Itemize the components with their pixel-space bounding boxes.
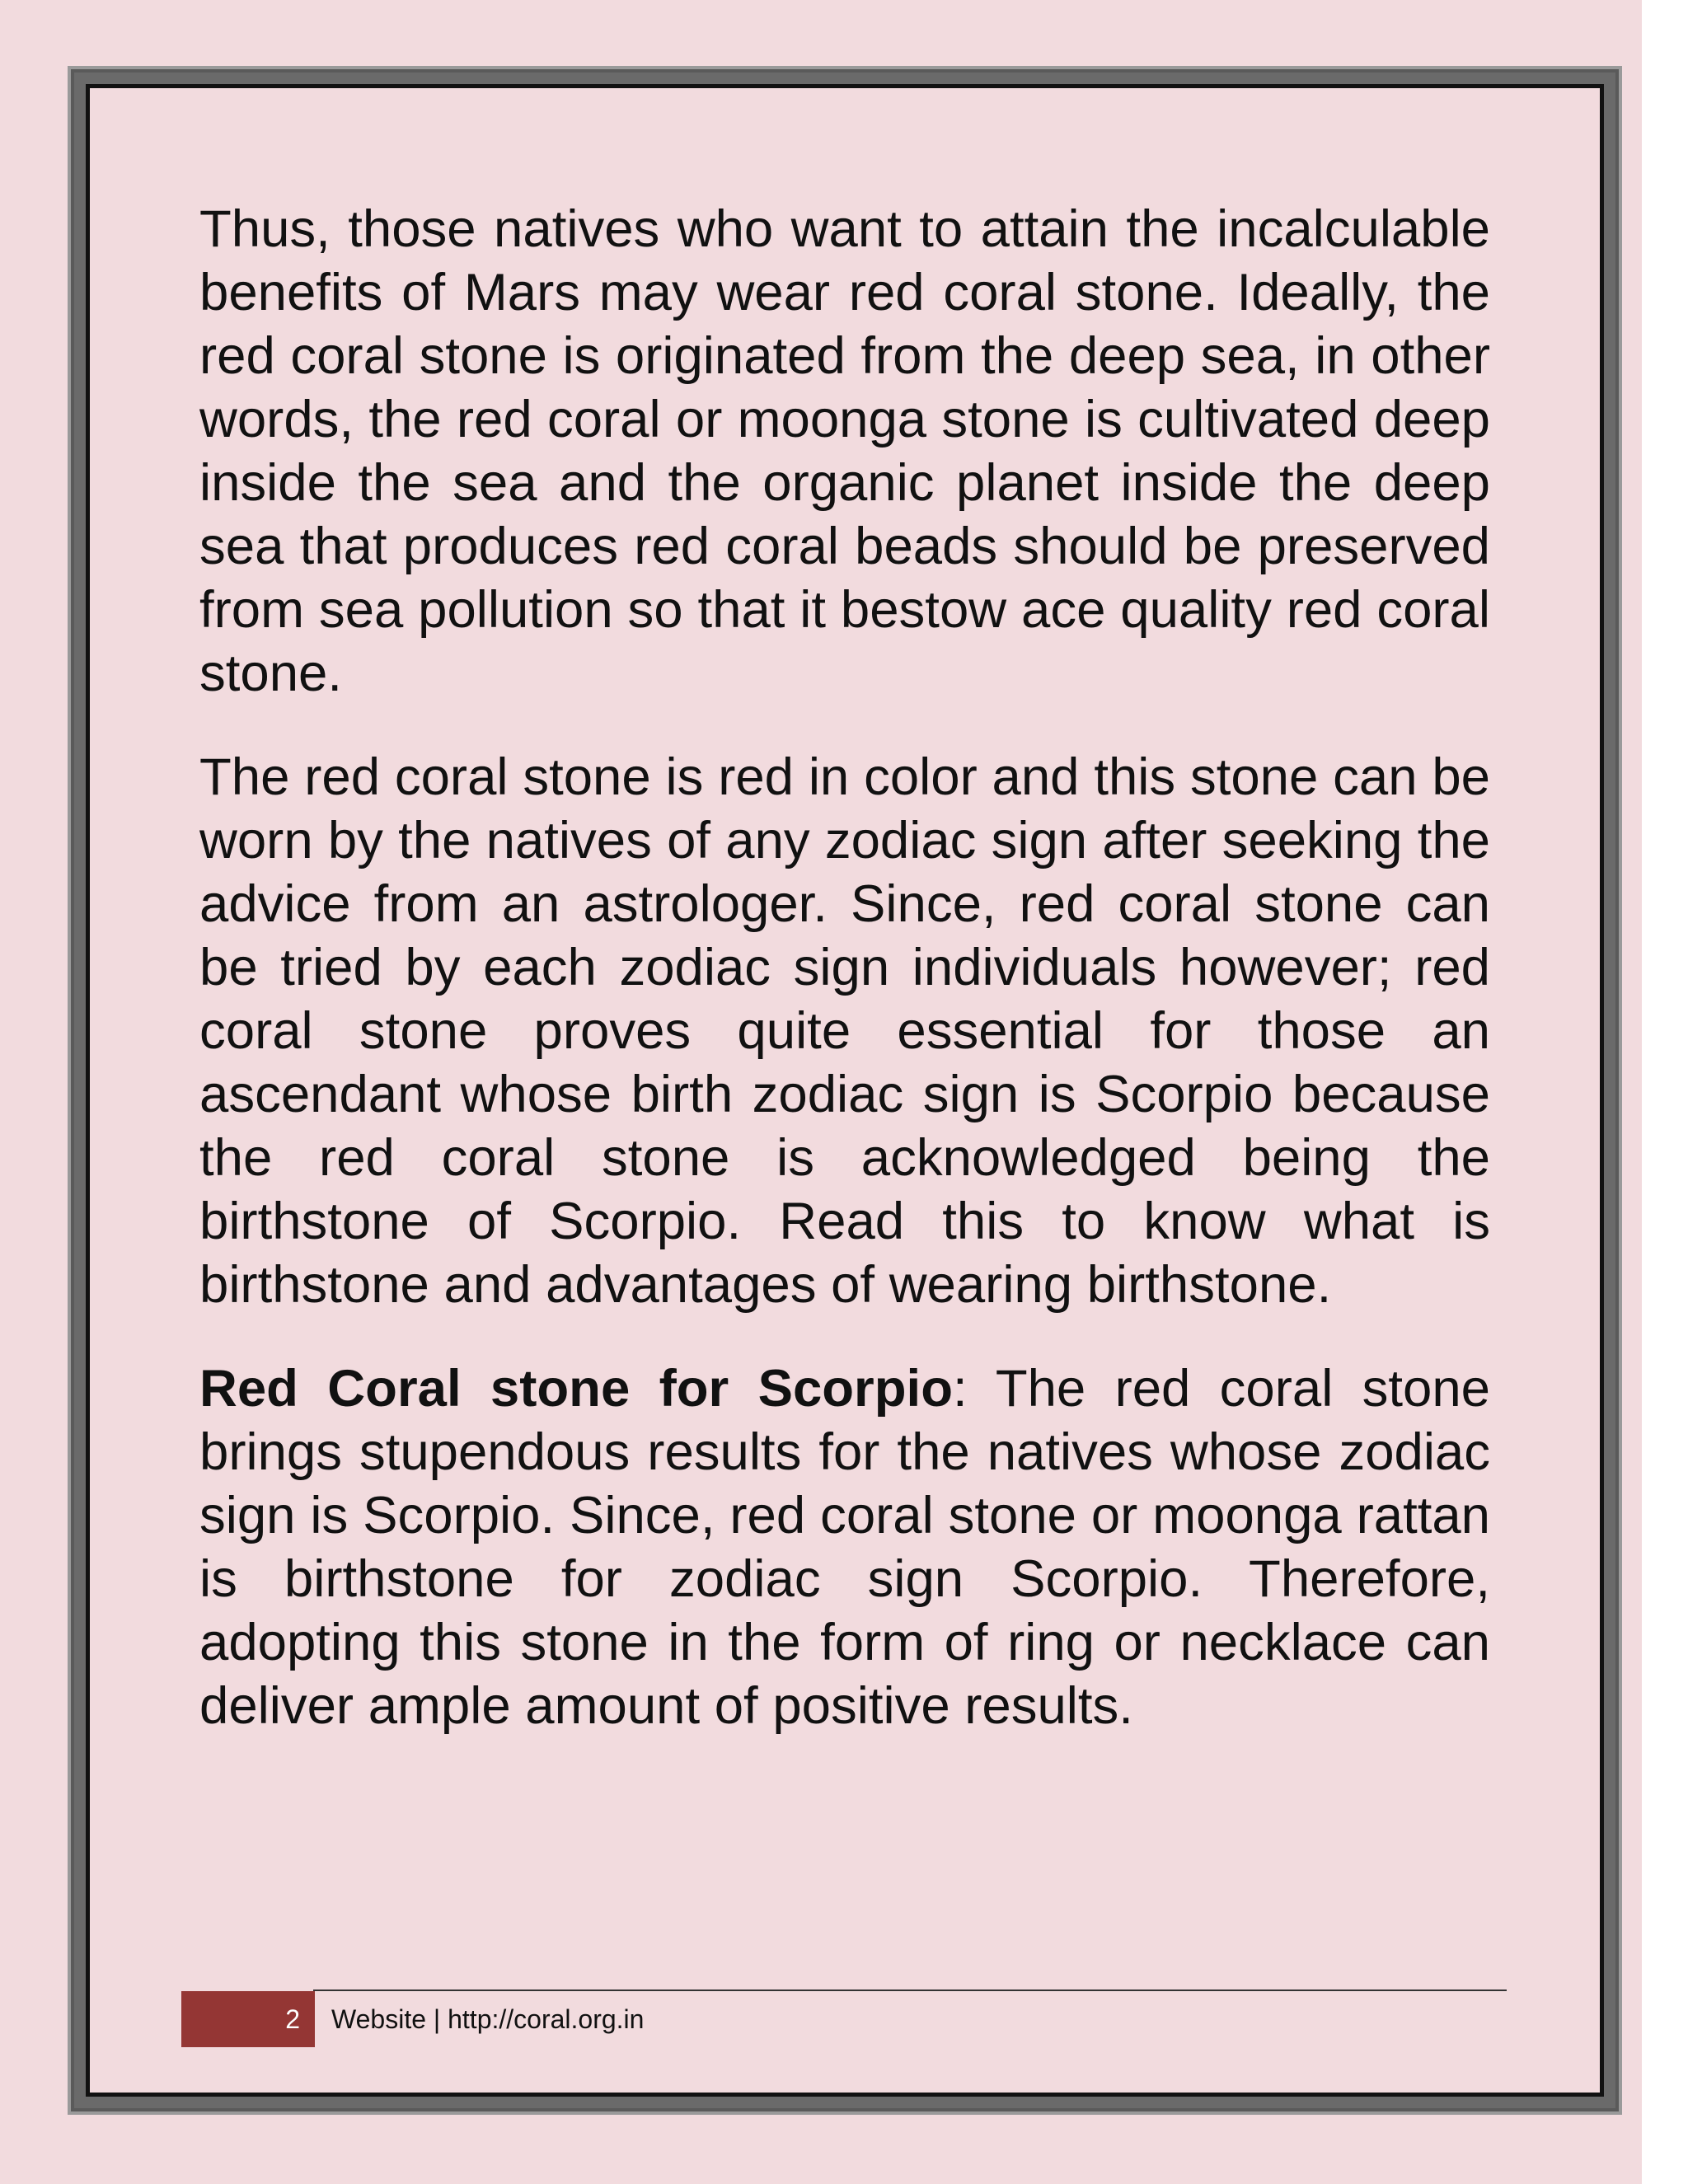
paragraph-red-coral-color (199, 746, 1490, 1317)
paragraph-scorpio (199, 1357, 1490, 1738)
page-number: 2 (181, 1991, 315, 2047)
paragraph-text: : The red coral stone brings stupendous results for the natives whose zodiac sign is Scorpio. Since, red coral stone or moonga rattan is birthstone for zodiac sign Scorpio. Therefore, adopting this stone in the form of ring or necklace can deliver ample amount of positive results. (199, 1360, 1490, 1735)
paragraph-text: The red coral stone is red in color and this stone can be worn by the natives of any zodiac sign after seeking the advice from an astrologer. Since, red coral stone can be tried by each zodiac sign individuals however; red coral stone proves quite essential for those an ascendant whose birth zodiac sign is Scorpio because the red coral stone is acknowledged being the birthstone of Scorpio. Read this to know what is birthstone and advantages of wearing birthstone. (199, 748, 1490, 1314)
scorpio-heading: Red Coral stone for Scorpio (199, 1360, 953, 1418)
paragraph-mars-benefits (199, 198, 1490, 705)
paragraph-text: Thus, those natives who want to attain the incalculable benefits of Mars may wear red coral stone. Ideally, the red coral stone is originated from the deep sea, in other words, the red coral or moonga stone is cultivated deep inside the sea and the organic planet inside the deep sea that produces red coral beads should be preserved from sea pollution so that it bestow ace quality red coral stone. (199, 200, 1490, 702)
page-margin-strip (1642, 0, 1688, 2184)
footer-website[interactable]: Website | http://coral.org.in (331, 2004, 645, 2034)
document-body (199, 198, 1490, 1738)
